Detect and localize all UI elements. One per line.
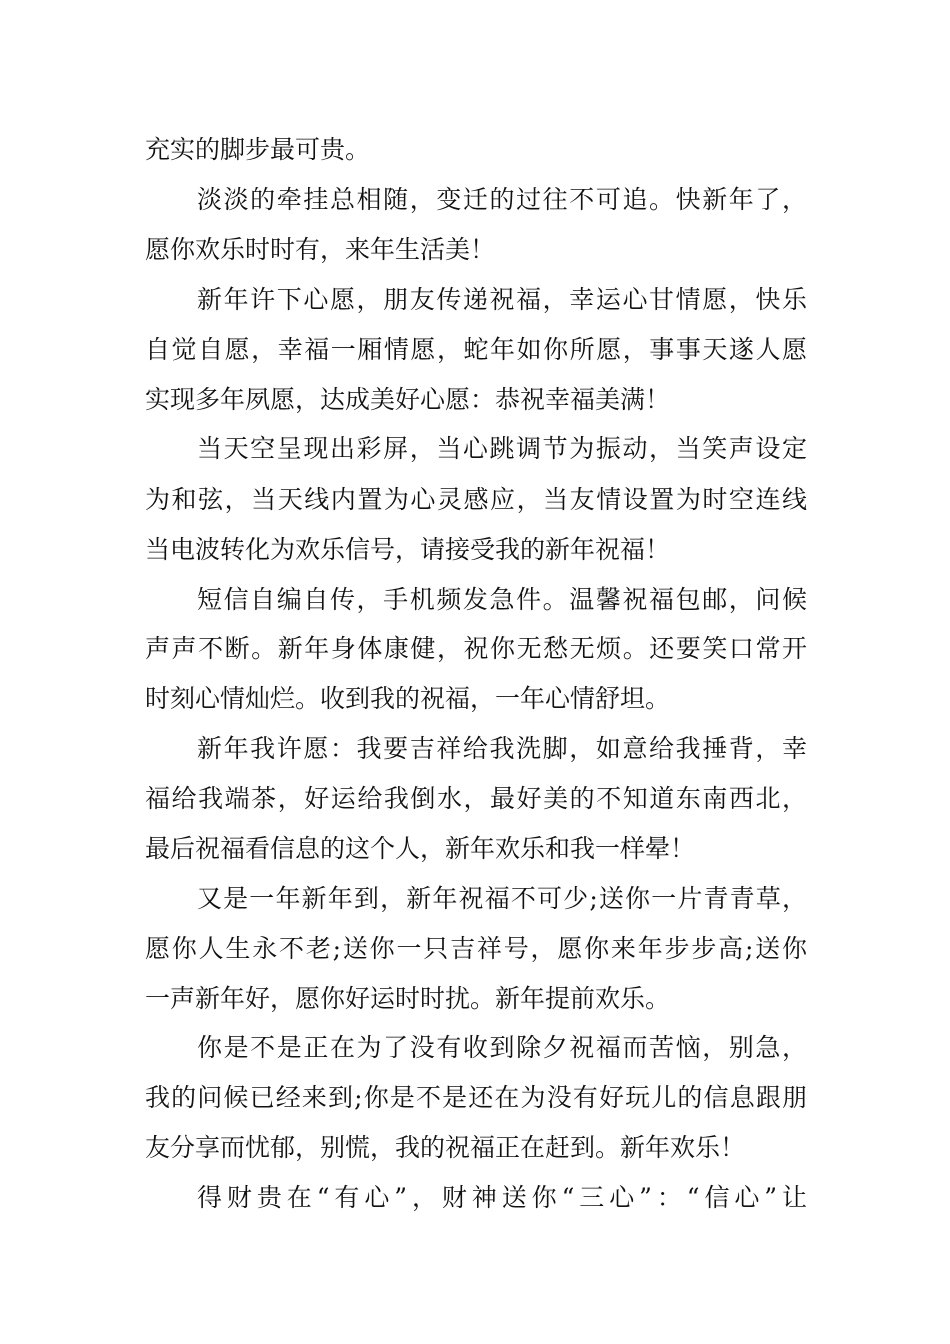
paragraph-2-line-1: 新年许下心愿，朋友传递祝福，幸运心甘情愿，快乐	[197, 285, 807, 314]
paragraph-7-line-1: 你是不是正在为了没有收到除夕祝福而苦恼，别急，	[197, 1033, 807, 1062]
paragraph-8-line-1: 得财贵在“有心”，财神送你“三心”：“信心”让	[197, 1183, 807, 1212]
paragraph-4-line-1: 短信自编自传，手机频发急件。温馨祝福包邮，问候	[197, 585, 807, 614]
paragraph-6-line-2: 愿你人生永不老;送你一只吉祥号，愿你来年步步高;送你	[145, 934, 807, 963]
paragraph-2-line-3: 实现多年夙愿，达成美好心愿：恭祝幸福美满！	[145, 385, 671, 414]
paragraph-1-line-2: 愿你欢乐时时有，来年生活美！	[145, 235, 496, 264]
text-line-1: 充实的脚步最可贵。	[145, 135, 371, 164]
paragraph-3-line-2: 为和弦，当天线内置为心灵感应，当友情设置为时空连线	[145, 485, 807, 514]
paragraph-5-line-1: 新年我许愿：我要吉祥给我洗脚，如意给我捶背，幸	[197, 734, 807, 763]
paragraph-7-line-3: 友分享而忧郁，别慌，我的祝福正在赶到。新年欢乐！	[145, 1133, 746, 1162]
paragraph-2-line-2: 自觉自愿，幸福一厢情愿，蛇年如你所愿，事事天遂人愿	[145, 335, 807, 364]
paragraph-7-line-2: 我的问候已经来到;你是不是还在为没有好玩儿的信息跟朋	[145, 1083, 807, 1112]
paragraph-3-line-1: 当天空呈现出彩屏，当心跳调节为振动，当笑声设定	[197, 434, 807, 463]
paragraph-5-line-3: 最后祝福看信息的这个人，新年欢乐和我一样晕！	[145, 834, 696, 863]
paragraph-4-line-2: 声声不断。新年身体康健，祝你无愁无烦。还要笑口常开	[145, 634, 807, 663]
paragraph-6-line-3: 一声新年好，愿你好运时时扰。新年提前欢乐。	[145, 984, 671, 1013]
paragraph-6-line-1: 又是一年新年到，新年祝福不可少;送你一片青青草，	[197, 884, 807, 913]
paragraph-4-line-3: 时刻心情灿烂。收到我的祝福，一年心情舒坦。	[145, 684, 671, 713]
paragraph-3-line-3: 当电波转化为欢乐信号，请接受我的新年祝福！	[145, 535, 671, 564]
paragraph-5-line-2: 福给我端茶，好运给我倒水，最好美的不知道东南西北，	[145, 784, 807, 813]
paragraph-1-line-1: 淡淡的牵挂总相随，变迁的过往不可追。快新年了，	[197, 185, 807, 214]
